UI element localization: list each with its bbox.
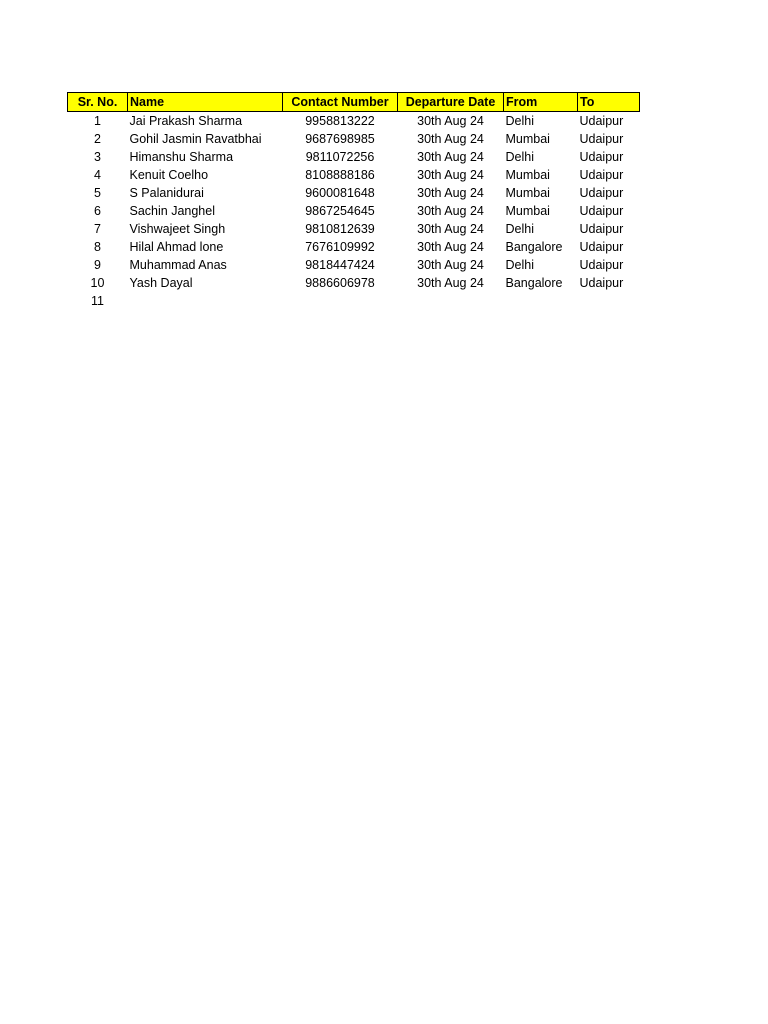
cell-from: Mumbai: [505, 186, 550, 200]
table-row: [68, 130, 640, 148]
cell-name: Kenuit Coelho: [129, 168, 209, 182]
table-row: [68, 256, 640, 274]
cell-contact-number: 9958813222: [305, 114, 375, 128]
table-row: [68, 112, 640, 131]
cell-departure-date: 30th Aug 24: [417, 114, 484, 128]
cell-sr-no: 11: [91, 294, 104, 308]
cell-contact-number: 9886606978: [305, 276, 375, 290]
cell-departure-date: 30th Aug 24: [417, 186, 484, 200]
cell-departure-date: 30th Aug 24: [417, 276, 484, 290]
table-row: [68, 238, 640, 256]
cell-to: Udaipur: [579, 204, 624, 218]
cell-sr-no: 1: [94, 114, 101, 128]
cell-from: Delhi: [505, 114, 534, 128]
cell-departure-date: 30th Aug 24: [417, 150, 484, 164]
table-row: [68, 292, 640, 310]
header-row: [68, 93, 640, 112]
cell-name: Muhammad Anas: [129, 258, 227, 272]
cell-sr-no: 8: [94, 240, 101, 254]
cell-contact-number: 9818447424: [305, 258, 375, 272]
cell-sr-no: 6: [94, 204, 101, 218]
header-sr-no: Sr. No.: [68, 93, 128, 112]
cell-to: Udaipur: [579, 186, 624, 200]
cell-name: [128, 292, 283, 310]
cell-name: S Palanidurai: [129, 186, 204, 200]
table-row: [68, 148, 640, 166]
cell-name: Yash Dayal: [129, 276, 193, 290]
cell-to: Udaipur: [579, 150, 624, 164]
cell-departure-date: 30th Aug 24: [417, 132, 484, 146]
cell-to: Udaipur: [579, 168, 624, 182]
cell-to: Udaipur: [579, 258, 624, 272]
cell-name: Jai Prakash Sharma: [129, 114, 243, 128]
cell-from: Delhi: [505, 150, 534, 164]
cell-contact-number: 9810812639: [305, 222, 375, 236]
header-contact-number: Contact Number: [283, 93, 398, 112]
cell-departure-date: 30th Aug 24: [417, 240, 484, 254]
cell-from: Delhi: [505, 258, 534, 272]
cell-sr-no: 5: [94, 186, 101, 200]
cell-from: Mumbai: [505, 132, 550, 146]
cell-to: Udaipur: [579, 114, 624, 128]
header-from: From: [504, 93, 578, 112]
cell-name: Hilal Ahmad lone: [129, 240, 224, 254]
cell-to: Udaipur: [579, 222, 624, 236]
cell-from: Bangalore: [505, 276, 563, 290]
table-row: [68, 166, 640, 184]
table-row: [68, 274, 640, 292]
cell-from: [504, 292, 578, 310]
cell-sr-no: 2: [94, 132, 101, 146]
table-row: [68, 184, 640, 202]
cell-to: Udaipur: [579, 276, 624, 290]
cell-departure-date: [398, 292, 504, 310]
header-to: To: [578, 93, 640, 112]
cell-sr-no: 9: [94, 258, 101, 272]
cell-from: Delhi: [505, 222, 534, 236]
cell-departure-date: 30th Aug 24: [417, 222, 484, 236]
cell-sr-no: 10: [90, 276, 105, 290]
cell-to: [578, 292, 640, 310]
cell-contact-number: 9811072256: [305, 150, 375, 164]
cell-contact-number: 9687698985: [305, 132, 375, 146]
cell-name: Himanshu Sharma: [129, 150, 234, 164]
cell-name: Vishwajeet Singh: [129, 222, 226, 236]
cell-from: Bangalore: [505, 240, 563, 254]
header-departure-date: Departure Date: [398, 93, 504, 112]
cell-contact-number: 7676109992: [305, 240, 375, 254]
cell-to: Udaipur: [579, 240, 624, 254]
table-body: [68, 112, 640, 311]
header-name: Name: [128, 93, 283, 112]
cell-from: Mumbai: [505, 168, 550, 182]
cell-departure-date: 30th Aug 24: [417, 204, 484, 218]
cell-contact-number: 8108888186: [305, 168, 375, 182]
cell-contact-number: [283, 292, 398, 310]
cell-to: Udaipur: [579, 132, 624, 146]
passenger-table: [67, 92, 640, 310]
spreadsheet-page: [67, 92, 640, 310]
cell-contact-number: 9600081648: [305, 186, 375, 200]
cell-departure-date: 30th Aug 24: [417, 168, 484, 182]
cell-sr-no: 4: [94, 168, 101, 182]
cell-sr-no: 7: [94, 222, 101, 236]
cell-from: Mumbai: [505, 204, 550, 218]
cell-departure-date: 30th Aug 24: [417, 258, 484, 272]
table-row: [68, 202, 640, 220]
table-row: [68, 220, 640, 238]
cell-name: Gohil Jasmin Ravatbhai: [129, 132, 262, 146]
cell-name: Sachin Janghel: [129, 204, 215, 218]
cell-sr-no: 3: [94, 150, 101, 164]
cell-contact-number: 9867254645: [305, 204, 375, 218]
